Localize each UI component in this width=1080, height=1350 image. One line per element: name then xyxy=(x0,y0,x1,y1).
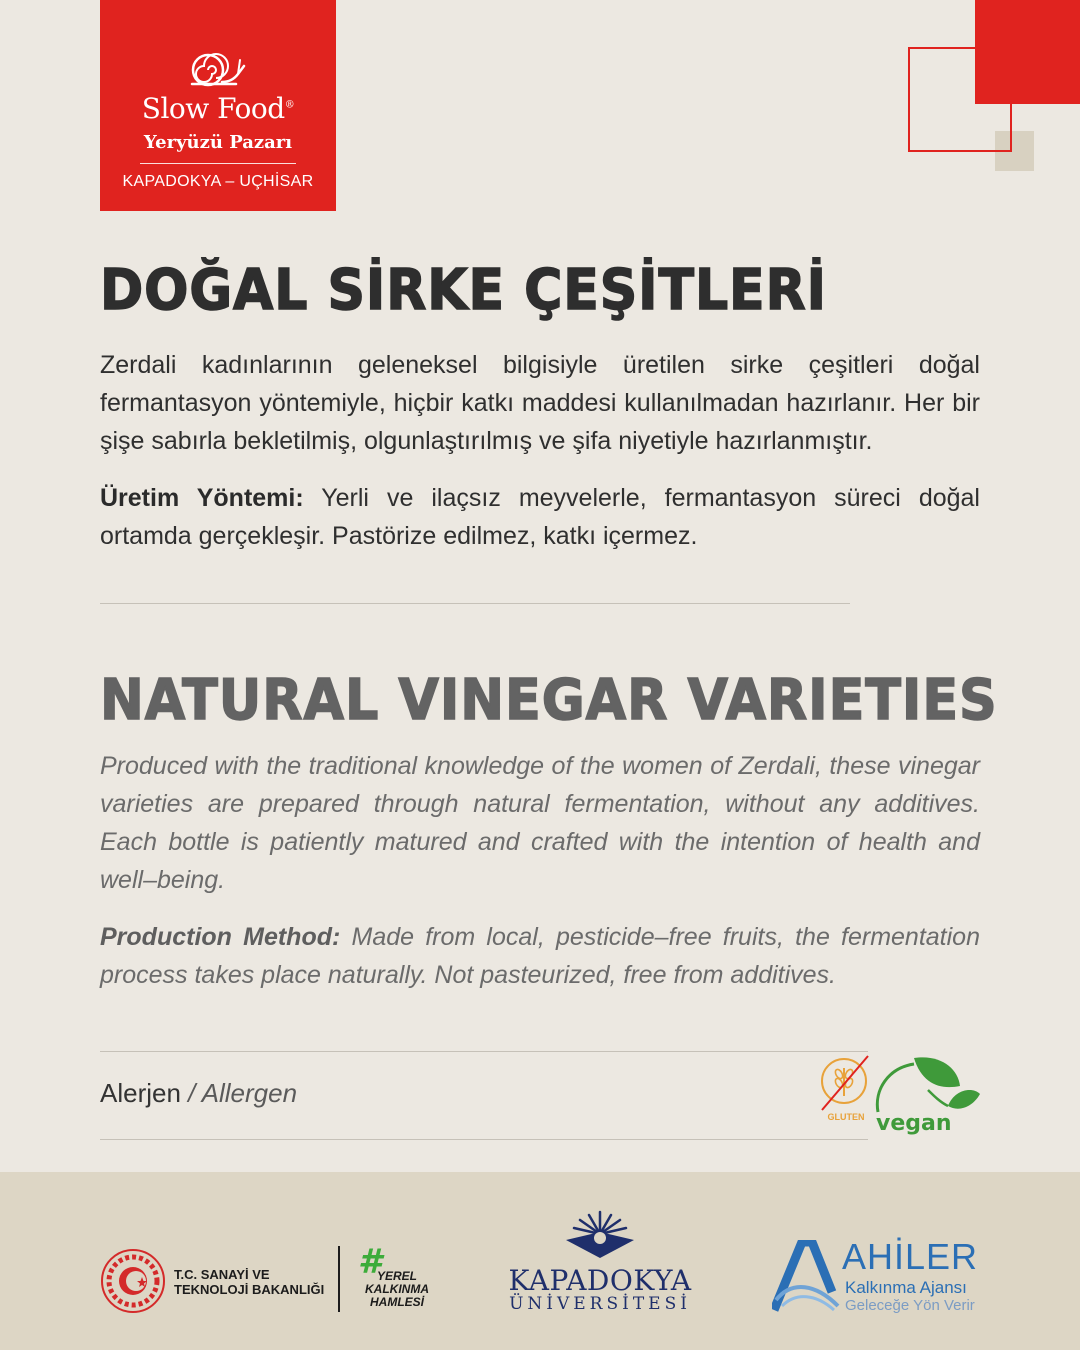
agency-tagline: Geleceğe Yön Verir xyxy=(845,1297,975,1314)
method-label-english: Production Method: xyxy=(100,923,341,951)
allergen-divider-bottom xyxy=(100,1139,868,1140)
method-text-turkish: Yerli ve ilaçsız meyvelerle, fermantasyon süreci doğal ortamda gerçekleşir. Pastörize edilmez, katkı içermez. xyxy=(100,484,980,550)
ministry-emblem-icon xyxy=(100,1248,166,1314)
agency-subtitle: Kalkınma Ajansı xyxy=(845,1278,967,1297)
brand-subtitle: Yeryüzü Pazarı xyxy=(143,132,293,153)
description-turkish: Zerdali kadınlarının geleneksel bilgisiyle üretilen sirke çeşitleri doğal fermantasyon yöntemiyle, hiçbir katkı maddesi kullanılmadan hazırlanır. Her bir şişe sabırla bekletilmiş, olgunlaştırılmış ve şifa niyetiyle hazırlanmıştır. xyxy=(100,351,980,455)
university-name: KAPADOKYA xyxy=(508,1264,692,1297)
brand-name: Slow Food® xyxy=(141,92,295,125)
agency-name: AHİLER xyxy=(842,1236,979,1277)
hashtag-icon: # xyxy=(358,1242,382,1282)
ministry-name: T.C. SANAYİ VE TEKNOLOJİ BAKANLIĞI xyxy=(174,1267,325,1297)
vegan-leaf-icon xyxy=(870,1050,982,1136)
section-divider xyxy=(100,603,850,604)
agency-emblem-icon xyxy=(772,1240,842,1312)
allergen-label: Alerjen / Allergen xyxy=(100,1078,298,1108)
method-english xyxy=(100,918,980,994)
method-text-english: Made from local, pesticide–free fruits, the fermentation process takes place naturally. Not pasteurized, free from additives. xyxy=(100,923,980,989)
allergen-divider-top xyxy=(100,1051,868,1052)
footer-sponsors xyxy=(0,1172,1080,1350)
title-english: NATURAL VINEGAR VARIETIES xyxy=(100,668,998,733)
campaign-name: YEREL KALKINMA HAMLESİ xyxy=(365,1269,429,1309)
university-emblem-icon xyxy=(562,1210,638,1260)
snail-icon xyxy=(186,52,250,88)
gluten-badge-label: GLUTEN xyxy=(827,1112,865,1122)
logo-divider xyxy=(140,163,296,164)
gluten-free-icon xyxy=(818,1054,874,1126)
brand-location: KAPADOKYA – UÇHİSAR xyxy=(122,173,314,190)
method-turkish xyxy=(100,479,980,555)
title-turkish: DOĞAL SİRKE ÇEŞİTLERİ xyxy=(100,258,827,323)
description-english: Produced with the traditional knowledge of the women of Zerdali, these vinegar varieties are prepared through natural fermentation, without any additives. Each bottle is patiently matured and crafted with the intention of health and well–being. xyxy=(100,752,980,894)
decor-square-outline xyxy=(908,47,1012,152)
vegan-badge-label: vegan xyxy=(876,1111,952,1136)
footer-separator xyxy=(338,1246,340,1312)
university-label: ÜNİVERSİTESİ xyxy=(509,1294,691,1314)
method-label-turkish: Üretim Yöntemi: xyxy=(100,484,304,512)
slow-food-logo xyxy=(100,0,336,211)
